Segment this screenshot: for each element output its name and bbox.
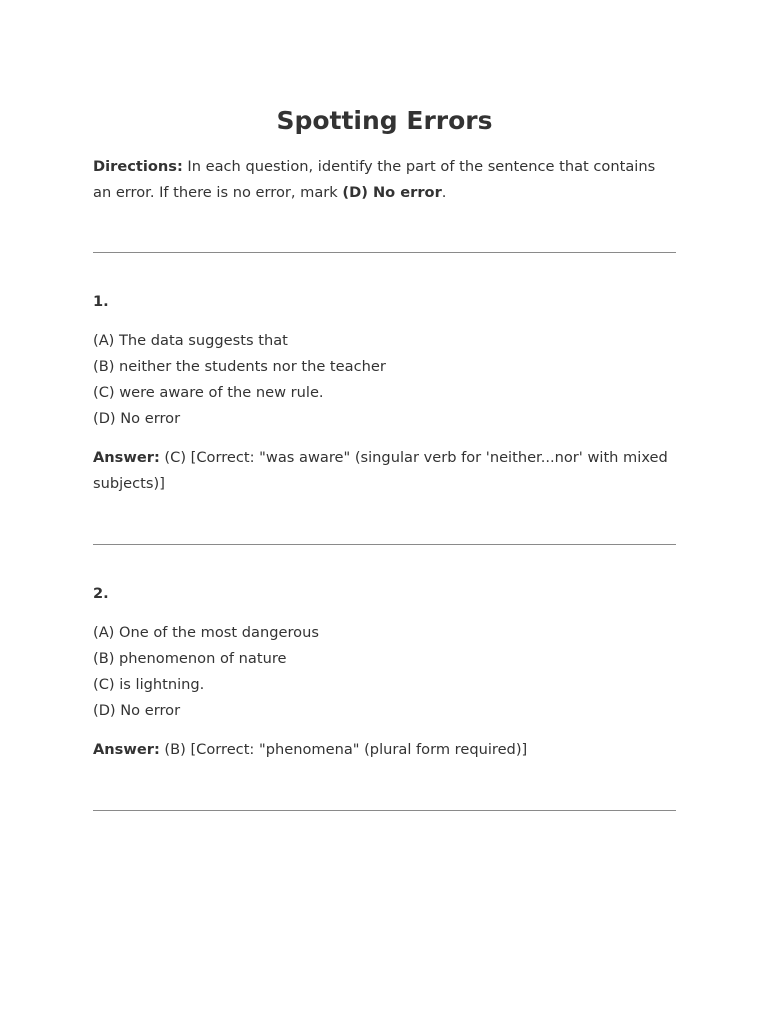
option-c: (C) is lightning. <box>93 676 205 693</box>
divider <box>93 810 676 811</box>
page-title: Spotting Errors <box>276 106 493 135</box>
question-number: 1. <box>93 293 109 310</box>
option-d: (D) No error <box>93 410 181 427</box>
question-options <box>93 328 676 432</box>
directions-bold-term: (D) No error <box>342 184 442 201</box>
answer-paragraph <box>93 737 676 763</box>
option-b: (B) neither the students nor the teacher <box>93 358 386 375</box>
option-a: (A) The data suggests that <box>93 332 288 349</box>
divider <box>93 544 676 545</box>
directions-text-end: . <box>441 184 447 201</box>
option-a: (A) One of the most dangerous <box>93 624 319 641</box>
answer-label: Answer: <box>93 741 160 758</box>
directions-paragraph <box>93 154 676 206</box>
answer-text: (B) [Correct: "phenomena" (plural form required)] <box>159 741 528 758</box>
divider <box>93 252 676 253</box>
option-d: (D) No error <box>93 702 181 719</box>
directions-text: In each question, identify the part of the sentence that contains an error. If there is no error, mark <box>93 158 656 201</box>
directions-label: Directions: <box>93 158 183 175</box>
answer-paragraph <box>93 445 676 497</box>
answer-label: Answer: <box>93 449 160 466</box>
question-options <box>93 620 676 724</box>
option-c: (C) were aware of the new rule. <box>93 384 324 401</box>
question-number: 2. <box>93 585 109 602</box>
option-b: (B) phenomenon of nature <box>93 650 287 667</box>
answer-text: (C) [Correct: "was aware" (singular verb for 'neither...nor' with mixed subjects)] <box>93 449 668 492</box>
